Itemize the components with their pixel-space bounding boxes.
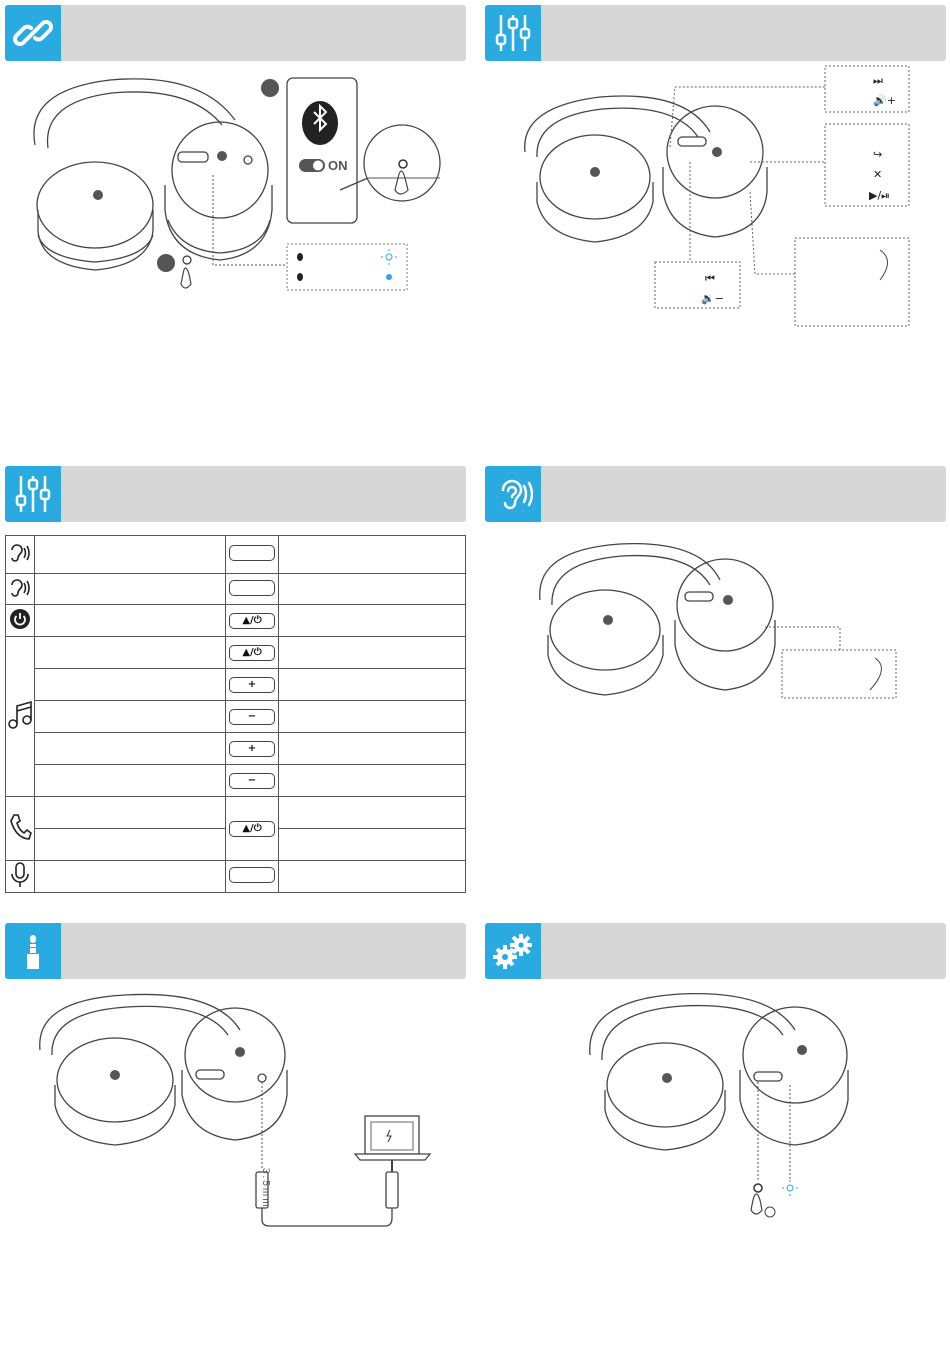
button-key bbox=[229, 545, 275, 561]
button-key: + bbox=[229, 741, 275, 757]
aux-cable-illustration bbox=[0, 990, 466, 1250]
table-row bbox=[6, 797, 466, 829]
button-key bbox=[229, 867, 275, 883]
section-header-pairing bbox=[5, 5, 466, 61]
table-row bbox=[6, 605, 466, 637]
music-icon bbox=[6, 637, 35, 797]
table-row bbox=[6, 637, 466, 669]
table-row bbox=[6, 669, 466, 701]
bluetooth-toggle-label: ON bbox=[328, 158, 348, 173]
table-row bbox=[6, 536, 466, 574]
table-row bbox=[6, 765, 466, 797]
table-row bbox=[6, 733, 466, 765]
svg-text:🔉−: 🔉− bbox=[701, 292, 724, 305]
button-key: ▲/⏻ bbox=[229, 821, 275, 837]
power-icon bbox=[6, 605, 35, 637]
control-table bbox=[5, 535, 466, 893]
button-key: − bbox=[229, 773, 275, 789]
equalizer-icon bbox=[485, 5, 541, 61]
ear-sound-icon bbox=[6, 574, 35, 605]
reset-illustration bbox=[570, 990, 890, 1220]
ear-icon bbox=[485, 466, 541, 522]
controls-illustration bbox=[485, 62, 946, 332]
section-header-controls bbox=[485, 5, 946, 61]
ear-sound-icon bbox=[6, 536, 35, 574]
table-row bbox=[6, 861, 466, 893]
button-key: + bbox=[229, 677, 275, 693]
audio-jack-icon bbox=[5, 923, 61, 979]
section-header-reset bbox=[485, 923, 946, 979]
mic-icon bbox=[6, 861, 35, 893]
section-header-transparency bbox=[485, 466, 946, 522]
pairing-illustration bbox=[0, 60, 466, 300]
cable-length-label: 3.5mm bbox=[260, 1168, 271, 1209]
svg-text:✕: ✕ bbox=[873, 168, 883, 181]
gears-icon bbox=[485, 923, 541, 979]
svg-text:▶/⏯: ▶/⏯ bbox=[869, 189, 890, 202]
svg-text:↪: ↪ bbox=[873, 148, 883, 161]
button-key bbox=[229, 580, 275, 596]
equalizer-icon bbox=[5, 466, 61, 522]
svg-text:🔊+: 🔊+ bbox=[873, 94, 896, 107]
button-key: ▲/⏻ bbox=[229, 645, 275, 661]
section-header-aux bbox=[5, 923, 466, 979]
table-row bbox=[6, 701, 466, 733]
button-key: ▲/⏻ bbox=[229, 613, 275, 629]
table-row bbox=[6, 574, 466, 605]
button-key: − bbox=[229, 709, 275, 725]
section-header-modes bbox=[5, 466, 466, 522]
link-icon bbox=[5, 5, 61, 61]
svg-text:⏮: ⏮ bbox=[705, 272, 715, 285]
svg-text:⏭: ⏭ bbox=[873, 74, 883, 87]
phone-icon bbox=[6, 797, 35, 861]
transparency-illustration bbox=[520, 540, 920, 720]
